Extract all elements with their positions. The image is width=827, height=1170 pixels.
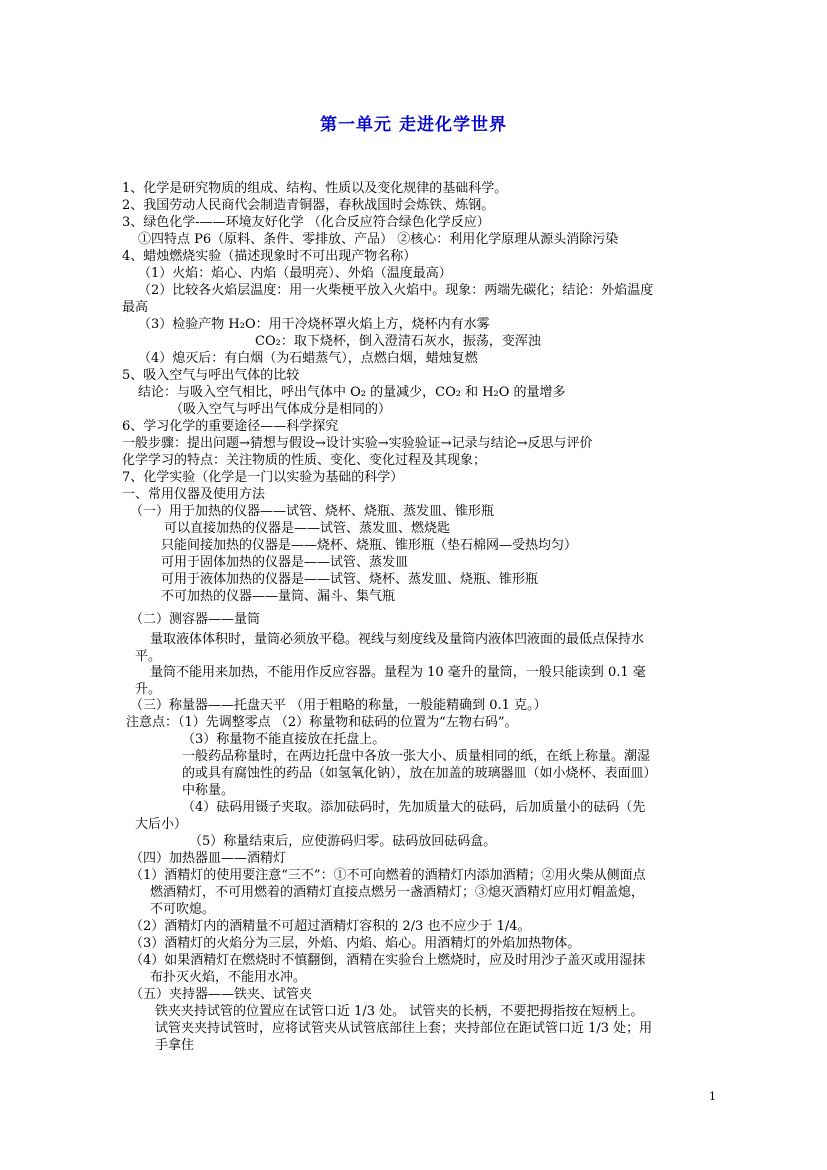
text-line: 7、化学实验（化学是一门以实验为基础的科学）	[122, 470, 404, 485]
text-line: （3）检验产物 H₂O：用干冷烧杯罩火焰上方，烧杯内有水雾	[138, 317, 490, 332]
text-line: （一）用于加热的仪器——试管、烧杯、烧瓶、蒸发皿、锥形瓶	[130, 504, 495, 519]
page-title: 第一单元 走进化学世界	[320, 115, 507, 135]
text-line: 布扑灭火焰，不能用水冲。	[150, 970, 307, 985]
text-line: （五）夹持器——铁夹、试管夹	[130, 987, 313, 1002]
text-line: 3、绿色化学-——环境友好化学 （化合反应符合绿色化学反应）	[122, 215, 490, 230]
text-line: 大后小）	[135, 817, 188, 832]
text-line: （1）火焰：焰心、内焰（最明亮）、外焰（温度最高）	[138, 266, 452, 281]
text-line: 量筒不能用来加热，不能用作反应容器。量程为 10 毫升的量筒，一般只能读到 0.1 毫	[150, 665, 646, 680]
text-line: （5）称量结束后，应使游码归零。砝码放回砝码盒。	[189, 834, 497, 849]
text-line: 不可加热的仪器——量筒、漏斗、集气瓶	[161, 589, 396, 604]
text-line: 中称量。	[182, 783, 235, 798]
text-line: 一、常用仪器及使用方法	[122, 487, 266, 502]
text-line: 结论：与吸入空气相比，呼出气体中 O₂ 的量减少，CO₂ 和 H₂O 的量增多	[138, 385, 566, 400]
text-line: （3）酒精灯的火焰分为三层，外焰、内焰、焰心。用酒精灯的外焰加热物体。	[130, 936, 581, 951]
text-line: 一般药品称量时，在两边托盘中各放一张大小、质量相同的纸，在纸上称量。潮湿	[182, 749, 651, 764]
text-line: 注意点：（1）先调整零点 （2）称量物和砝码的位置为“左物右码”。	[126, 715, 518, 730]
text-line: （4）砝码用镊子夹取。添加砝码时，先加质量大的砝码，后加质量小的砝码（先	[182, 800, 646, 815]
text-line: 手拿住	[155, 1038, 195, 1053]
text-line: 可用于固体加热的仪器是——试管、蒸发皿	[161, 555, 409, 570]
text-line: 一般步骤：提出问题→猜想与假设→设计实验→实验验证→记录与结论→反思与评价	[122, 436, 593, 451]
text-line: CO₂：取下烧杯，倒入澄清石灰水，振荡，变浑浊	[255, 334, 541, 349]
text-line: （2）酒精灯内的酒精量不可超过酒精灯容积的 2/3 也不应少于 1/4。	[130, 919, 531, 934]
text-line: （三）称量器——托盘天平 （用于粗略的称量，一般能精确到 0.1 克。）	[130, 698, 547, 713]
text-line: 5、吸入空气与呼出气体的比较	[122, 368, 300, 383]
text-line: 量取液体体积时，量筒必须放平稳。视线与刻度线及量筒内液体凹液面的最低点保持水	[150, 632, 645, 647]
text-line: ①四特点 P6（原料、条件、零排放、产品） ②核心：利用化学原理从源头消除污染	[138, 232, 619, 247]
text-line: 6、学习化学的重要途径——科学探究	[122, 419, 339, 434]
text-line: 平。	[135, 649, 162, 664]
text-line: （四）加热器皿——酒精灯	[130, 851, 287, 866]
page-number: 1	[709, 1090, 716, 1103]
text-line: 1、化学是研究物质的组成、结构、性质以及变化规律的基础科学。	[122, 181, 508, 196]
text-line: 可以直接加热的仪器是——试管、蒸发皿、燃烧匙	[164, 521, 451, 536]
text-line: 可用于液体加热的仪器是——试管、烧杯、蒸发皿、烧瓶、锥形瓶	[161, 572, 539, 587]
text-line: 试管夹夹持试管时，应将试管夹从试管底部往上套；夹持部位在距试管口近 1/3 处；用	[155, 1021, 653, 1036]
text-line: （吸入空气与呼出气体成分是相同的）	[170, 402, 392, 417]
text-line: （4）如果酒精灯在燃烧时不慎翻倒，酒精在实验台上燃烧时，应及时用沙子盖灭或用湿抹	[130, 953, 646, 968]
text-line: 只能间接加热的仪器是——烧杯、烧瓶、锥形瓶（垫石棉网—受热均匀）	[161, 538, 578, 553]
text-line: 最高	[122, 300, 149, 315]
text-line: （3）称量物不能直接放在托盘上。	[182, 732, 386, 747]
text-line: 4、蜡烛燃烧实验（描述现象时不可出现产物名称）	[122, 249, 417, 264]
text-line: 化学学习的特点：关注物质的性质、变化、变化过程及其现象；	[122, 453, 487, 468]
text-line: 升。	[135, 682, 162, 697]
text-line: （4）熄灭后：有白烟（为石蜡蒸气），点燃白烟，蜡烛复燃	[138, 351, 478, 366]
text-line: 燃酒精灯，不可用燃着的酒精灯直接点燃另一盏酒精灯；③熄灭酒精灯应用灯帽盖熄，	[150, 885, 645, 900]
text-line: 的或具有腐蚀性的药品（如氢氧化钠），放在加盖的玻璃器皿（如小烧杯、表面皿）	[182, 766, 657, 781]
text-line: 2、我国劳动人民商代会制造青铜器，春秋战国时会炼铁、炼钢。	[122, 198, 495, 213]
text-line: （2）比较各火焰层温度：用一火柴梗平放入火焰中。现象：两端先碳化；结论：外焰温度	[138, 283, 654, 298]
text-line: （1）酒精灯的使用要注意“三不”：①不可向燃着的酒精灯内添加酒精；②用火柴从侧面点	[130, 868, 646, 883]
text-line: （二）测容器——量筒	[130, 612, 261, 627]
text-line: 不可吹熄。	[150, 902, 216, 917]
text-line: 铁夹夹持试管的位置应在试管口近 1/3 处。 试管夹的长柄，不要把拇指按在短柄上。	[155, 1004, 644, 1019]
